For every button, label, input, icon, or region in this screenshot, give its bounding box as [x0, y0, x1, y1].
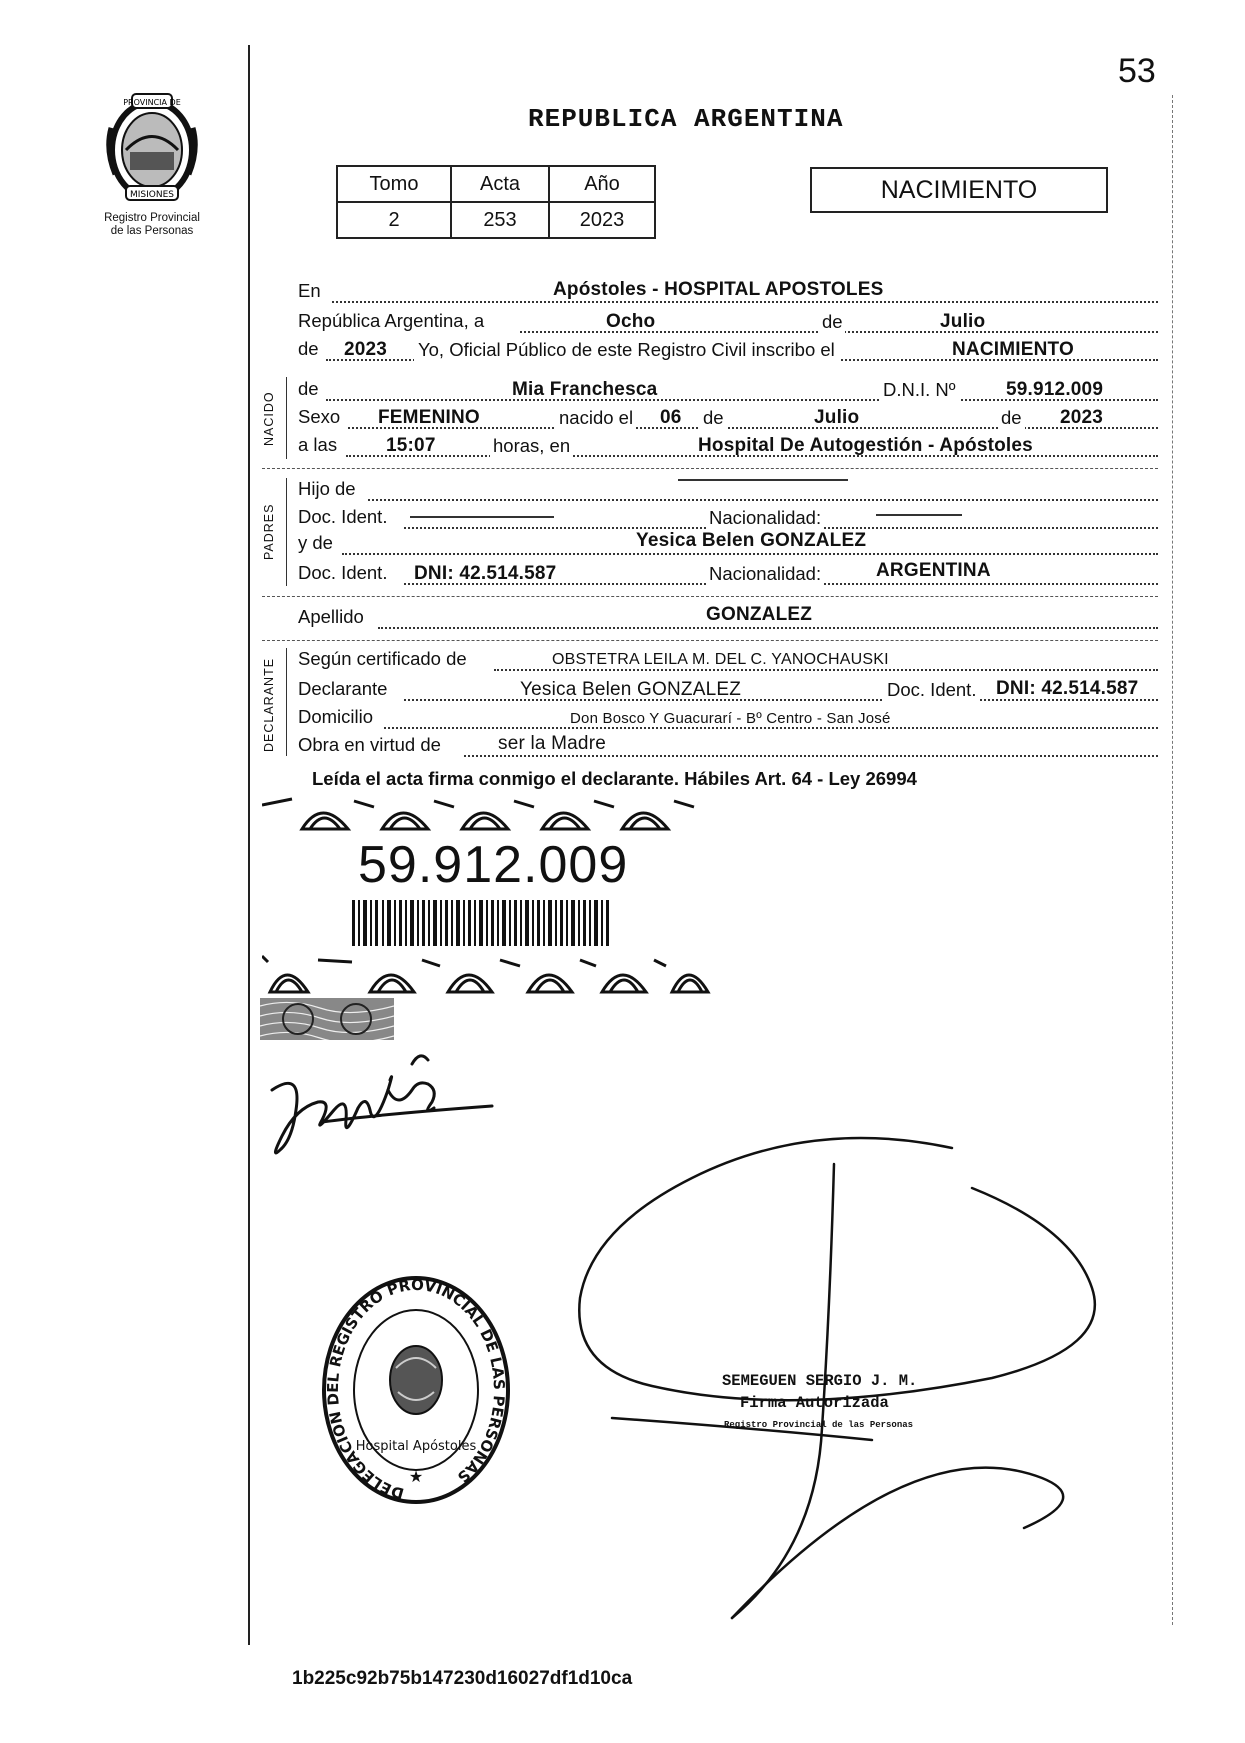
right-margin-line	[1172, 95, 1173, 1625]
record-value-ano: 2023	[549, 202, 655, 238]
record-table-value-row	[337, 202, 655, 238]
label-a-las: a las	[298, 434, 338, 455]
security-pattern-top	[262, 795, 702, 833]
label-doc-ident-declarante: Doc. Ident.	[884, 679, 979, 701]
field-day-text: Ocho	[606, 311, 656, 332]
section-bracket-nacido	[286, 377, 287, 459]
logo-seal-bottom-text: MISIONES	[129, 190, 175, 200]
field-sex: FEMENINO	[378, 407, 480, 428]
form-row-year	[298, 338, 1158, 364]
stamp-outer-text: DELEGACION DEL REGISTRO PROVINCIAL DE LAS PERSONAS	[323, 1275, 509, 1503]
field-birth-time: 15:07	[386, 435, 436, 456]
dotted-line	[378, 627, 1158, 629]
label-apellido: Apellido	[298, 606, 364, 627]
label-domicilio: Domicilio	[298, 706, 374, 727]
label-dni: D.N.I. Nº	[880, 379, 959, 401]
label-doc-ident-mother: Doc. Ident.	[298, 562, 388, 583]
field-apellido: GONZALEZ	[706, 604, 813, 625]
field-child-dni: 59.912.009	[1006, 379, 1104, 400]
section-label-nacido: NACIDO	[262, 391, 276, 446]
form-row-en	[298, 280, 1158, 306]
field-month: Julio	[940, 311, 986, 332]
section-bracket-padres	[286, 478, 287, 586]
label-nacionalidad-mother: Nacionalidad:	[706, 563, 824, 585]
dotted-line	[494, 669, 1158, 671]
security-pattern-bottom	[262, 952, 712, 994]
label-nacido-el: nacido el	[556, 407, 636, 429]
logo-caption-line-1: Registro Provincial	[104, 212, 200, 224]
authority-org: Registro Provincial de las Personas	[724, 1420, 914, 1430]
section-divider	[262, 596, 1158, 597]
record-value-tomo: 2	[337, 202, 451, 238]
form-row-father-doc	[298, 506, 1158, 532]
form-row-mother-doc	[298, 562, 1158, 588]
left-margin-line	[248, 45, 250, 1645]
form-row-obra	[298, 734, 1158, 760]
form-row-apellido	[298, 606, 1158, 632]
leida-statement: Leída el acta firma conmigo el declarante. Hábiles Art. 64 - Ley 26994	[312, 768, 917, 789]
field-mother-doc: DNI: 42.514.587	[414, 563, 557, 584]
field-birth-place: Hospital De Autogestión - Apóstoles	[698, 435, 1033, 456]
stamp-inner-text: Hospital Apóstoles	[355, 1439, 477, 1454]
form-row-certificado	[298, 648, 1158, 674]
stamp-star-icon: ★	[408, 1469, 424, 1486]
section-bracket-declarante	[286, 648, 287, 756]
label-y-de: y de	[298, 532, 333, 553]
misiones-coat-of-arms-logo	[96, 88, 208, 208]
label-obra: Obra en virtud de	[298, 734, 441, 755]
form-row-date	[298, 310, 1158, 336]
label-horas-en: horas, en	[490, 435, 573, 457]
authority-role: Firma Autorizada	[740, 1394, 889, 1412]
field-mother-name: Yesica Belen GONZALEZ	[636, 530, 867, 551]
form-row-father	[298, 478, 1158, 504]
authority-block	[722, 1370, 917, 1436]
document-title: REPUBLICA ARGENTINA	[528, 104, 844, 134]
section-divider	[262, 468, 1158, 469]
record-header-ano: Año	[549, 166, 655, 202]
label-de-year2: de	[998, 407, 1025, 429]
logo-seal-top-text: PROVINCIA DE	[123, 98, 181, 107]
record-value-acta: 253	[451, 202, 549, 238]
form-row-sex	[298, 406, 1158, 432]
label-nacionalidad-father: Nacionalidad:	[706, 507, 824, 529]
form-row-name	[298, 378, 1158, 404]
blank-father-doc-strike	[410, 516, 554, 518]
record-table-header-row	[337, 166, 655, 202]
field-child-name: Mia Franchesca	[512, 379, 658, 400]
blank-father-nat-strike	[876, 514, 962, 516]
field-birth-day: 06	[660, 407, 682, 428]
form-row-mother	[298, 532, 1158, 558]
field-birth-year: 2023	[1060, 407, 1104, 428]
dotted-line	[464, 755, 1158, 757]
dotted-line	[332, 301, 1158, 303]
field-place: Apóstoles - HOSPITAL APOSTOLES	[553, 279, 884, 300]
printed-id-number: 59.912.009	[358, 836, 629, 894]
declarant-signature	[262, 1050, 502, 1170]
form-row-declarante	[298, 678, 1158, 704]
field-mother-nationality: ARGENTINA	[876, 560, 991, 581]
label-de-name: de	[298, 378, 319, 399]
label-declarante: Declarante	[298, 678, 388, 699]
field-year: 2023	[344, 339, 388, 360]
label-republica: República Argentina, a	[298, 310, 485, 331]
barcode	[352, 900, 610, 946]
field-declarante: Yesica Belen GONZALEZ	[520, 679, 742, 700]
dotted-line	[384, 727, 1158, 729]
logo-caption	[82, 212, 222, 238]
field-declarante-doc: DNI: 42.514.587	[996, 678, 1139, 699]
field-birth-month: Julio	[814, 407, 860, 428]
label-de-month: de	[700, 407, 727, 429]
page-number: 53	[1118, 52, 1156, 90]
form-row-domicilio	[298, 706, 1158, 732]
form-row-time	[298, 434, 1158, 460]
logo-caption-line-2: de las Personas	[110, 225, 194, 237]
holographic-stamp	[260, 998, 394, 1040]
blank-father-strike	[678, 479, 848, 481]
field-act-type: NACIMIENTO	[952, 339, 1074, 360]
dotted-line	[342, 553, 1158, 555]
section-label-declarante: DECLARANTE	[262, 657, 276, 752]
label-de: de	[822, 311, 843, 332]
field-certificado: OBSTETRA LEILA M. DEL C. YANOCHAUSKI	[552, 651, 889, 668]
official-oval-stamp	[318, 1268, 514, 1506]
section-label-padres: PADRES	[262, 503, 276, 560]
record-header-acta: Acta	[451, 166, 549, 202]
label-certificado: Según certificado de	[298, 648, 467, 669]
label-hijo-de: Hijo de	[298, 478, 356, 499]
record-table	[336, 165, 656, 239]
record-type-box: NACIMIENTO	[810, 167, 1108, 213]
field-domicilio: Don Bosco Y Guacurarí - Bº Centro - San José	[570, 710, 891, 727]
section-divider	[262, 640, 1158, 641]
label-sexo: Sexo	[298, 406, 341, 427]
label-oficial: Yo, Oficial Público de este Registro Civil inscribo el	[414, 339, 839, 361]
dotted-line	[368, 499, 1158, 501]
label-doc-ident-father: Doc. Ident.	[298, 506, 388, 527]
record-header-tomo: Tomo	[337, 166, 451, 202]
field-obra: ser la Madre	[498, 733, 606, 754]
authority-name: SEMEGUEN SERGIO J. M.	[722, 1372, 918, 1390]
label-de-year: de	[298, 338, 319, 359]
label-en: En	[298, 280, 321, 301]
document-hash: 1b225c92b75b147230d16027df1d10ca	[292, 1668, 633, 1689]
